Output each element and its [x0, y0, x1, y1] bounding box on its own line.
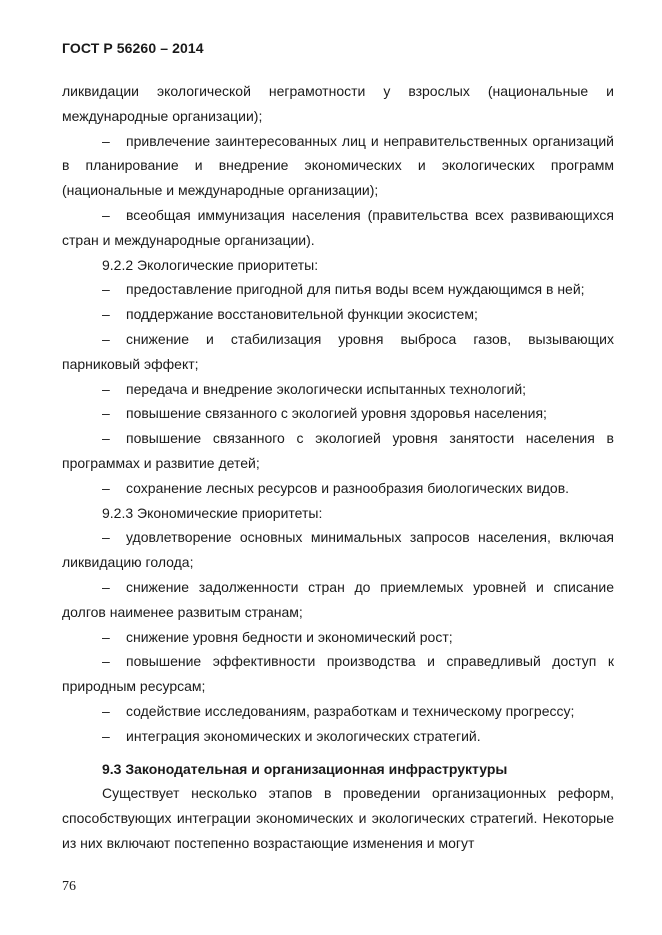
list-item	[62, 377, 614, 402]
list-dash: –	[102, 529, 110, 546]
section-heading: 9.3 Законодательная и организационная инфраструктуры	[102, 760, 508, 777]
list-item-text: повышение связанного с экологией уровня занятости населения в программах и развитие детей;	[62, 430, 614, 471]
list-dash: –	[102, 330, 110, 347]
list-item-text: передача и внедрение экологически испытанных технологий;	[126, 380, 527, 397]
list-item	[62, 525, 614, 575]
list-dash: –	[102, 306, 110, 323]
page-number: 76	[62, 879, 76, 894]
list-item-text: снижение и стабилизация уровня выброса газов, вызывающих парниковый эффект;	[62, 330, 614, 372]
list-item-text: содействие исследованиям, разработкам и техническому прогрессу;	[126, 702, 575, 719]
list-dash: –	[102, 727, 110, 744]
list-item-text: всеобщая иммунизация населения (правительства всех развивающихся стран и международные организации).	[62, 206, 614, 248]
list-item	[62, 401, 614, 426]
list-dash: –	[102, 430, 110, 447]
list-item	[62, 699, 614, 724]
document-body	[62, 79, 614, 856]
list-item-text: снижение уровня бедности и экономический рост;	[126, 628, 453, 645]
list-item	[62, 625, 614, 650]
list-item-text: сохранение лесных ресурсов и разнообразия биологических видов.	[126, 479, 570, 496]
list-item-text: снижение задолженности стран до приемлемых уровней и списание долгов наименее развитым странам;	[62, 578, 614, 620]
list-item	[62, 476, 614, 501]
list-dash: –	[102, 702, 110, 719]
paragraph-continuation: ликвидации экологической неграмотности у взрослых (национальные и международные организации);	[62, 83, 614, 124]
list-item	[62, 203, 614, 253]
document-header: ГОСТ Р 56260 – 2014	[62, 40, 204, 56]
list-item	[62, 302, 614, 327]
list-item-text: привлечение заинтересованных лиц и неправительственных организаций в планирование и внедрение экономических и экологических программ (национальные и международные организации);	[62, 132, 614, 199]
list-dash: –	[102, 479, 110, 496]
paragraph: Существует несколько этапов в проведении организационных реформ, способствующих интеграции экономических и экологических стратегий. Некоторые из них включают постепенно возрастающие изменения и могут	[62, 785, 614, 851]
list-item	[62, 724, 614, 749]
list-item-text: предоставление пригодной для питья воды всем нуждающимся в ней;	[126, 281, 585, 298]
paragraph: 9.2.3 Экономические приоритеты:	[102, 504, 323, 521]
list-item-text: поддержание восстановительной функции экосистем;	[126, 306, 478, 323]
list-dash: –	[102, 206, 110, 223]
list-item	[62, 277, 614, 302]
list-dash: –	[102, 281, 110, 298]
list-item-text: повышение связанного с экологией уровня здоровья населения;	[126, 405, 547, 422]
list-item	[62, 649, 614, 699]
list-item-text: повышение эффективности производства и справедливый доступ к природным ресурсам;	[62, 653, 614, 695]
list-item	[62, 426, 614, 476]
paragraph: 9.2.2 Экологические приоритеты:	[102, 256, 319, 273]
list-item-text: интеграция экономических и экологических стратегий.	[126, 727, 481, 744]
list-dash: –	[102, 132, 110, 149]
list-item	[62, 575, 614, 625]
list-item-text: удовлетворение основных минимальных запросов населения, включая ликвидацию голода;	[62, 529, 614, 571]
list-item	[62, 129, 614, 203]
list-dash: –	[102, 380, 110, 397]
list-dash: –	[102, 628, 110, 645]
list-item	[62, 327, 614, 377]
list-dash: –	[102, 578, 110, 595]
list-dash: –	[102, 405, 110, 422]
list-dash: –	[102, 653, 110, 670]
